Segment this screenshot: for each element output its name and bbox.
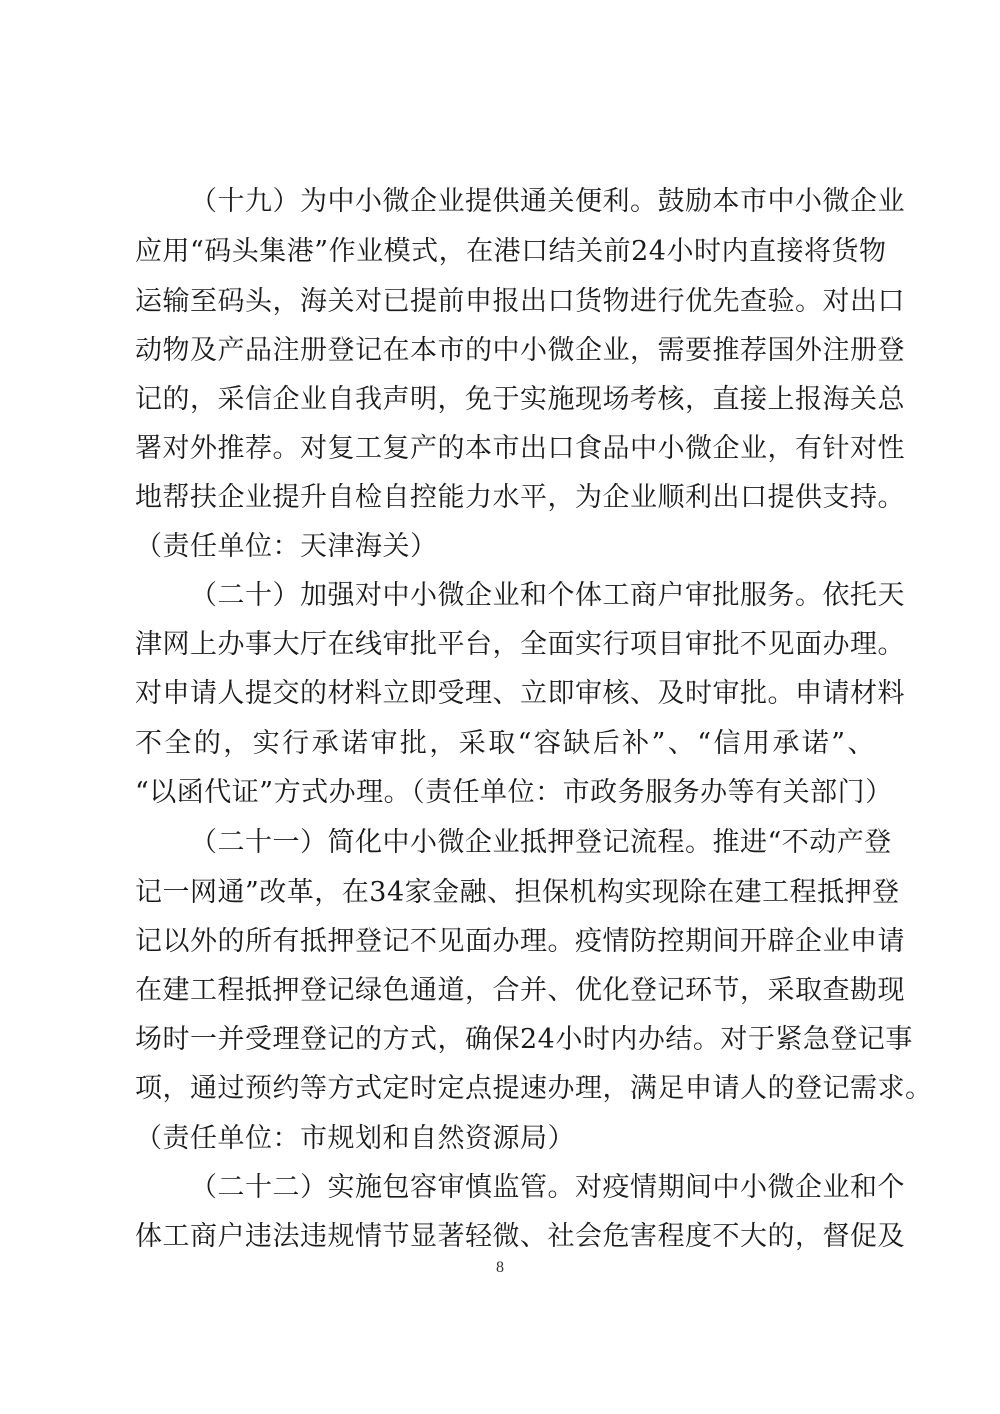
paragraph-20-line-1: （二十）加强对中小微企业和个体工商户审批服务。依托天 xyxy=(190,580,905,611)
paragraph-20-line-3: 对申请人提交的材料立即受理、立即审核、及时审批。申请材料 xyxy=(135,678,905,709)
paragraph-21-line-4: 在建工程抵押登记绿色通道，合并、优化登记环节，采取查勘现 xyxy=(135,975,905,1006)
paragraph-19-responsible-unit: （责任单位：天津海关） xyxy=(135,531,438,562)
paragraph-20-line-2: 津网上办事大厅在线审批平台，全面实行项目审批不见面办理。 xyxy=(135,629,905,660)
paragraph-22-line-1: （二十二）实施包容审慎监管。对疫情期间中小微企业和个 xyxy=(190,1172,905,1203)
paragraph-21-line-1: （二十一）简化中小微企业抵押登记流程。推进“不动产登 xyxy=(190,827,892,858)
paragraph-21-line-6: 项，通过预约等方式定时定点提速办理，满足申请人的登记需求。 xyxy=(135,1073,933,1104)
paragraph-21-line-2: 记一网通”改革，在34家金融、担保机构实现除在建工程抵押登 xyxy=(135,877,900,908)
paragraph-21-line-3: 记以外的所有抵押登记不见面办理。疫情防控期间开辟企业申请 xyxy=(135,926,905,957)
paragraph-22-line-2: 体工商户违法违规情节显著轻微、社会危害程度不大的，督促及 xyxy=(135,1221,905,1252)
paragraph-21-responsible-unit: （责任单位：市规划和自然资源局） xyxy=(135,1123,575,1154)
paragraph-19-line-4: 动物及产品注册登记在本市的中小微企业，需要推荐国外注册登 xyxy=(135,335,905,366)
paragraph-19-line-5: 记的，采信企业自我声明，免于实施现场考核，直接上报海关总 xyxy=(135,384,905,415)
paragraph-19-line-1: （十九）为中小微企业提供通关便利。鼓励本市中小微企业 xyxy=(190,186,905,217)
paragraph-19-line-6: 署对外推荐。对复工复产的本市出口食品中小微企业，有针对性 xyxy=(135,433,905,464)
paragraph-21-line-5: 场时一并受理登记的方式，确保24小时内办结。对于紧急登记事 xyxy=(135,1024,913,1055)
paragraph-19-line-7: 地帮扶企业提升自检自控能力水平，为企业顺利出口提供支持。 xyxy=(135,482,905,513)
paragraph-19-line-2: 应用“码头集港”作业模式，在港口结关前24小时内直接将货物 xyxy=(135,236,887,267)
paragraph-19-line-3: 运输至码头，海关对已提前申报出口货物进行优先查验。对出口 xyxy=(135,286,905,317)
paragraph-20-line-4: 不全的，实行承诺审批，采取“容缺后补”、“信用承诺”、 xyxy=(135,728,875,759)
paragraph-20-line-5: “以函代证”方式办理。（责任单位：市政务服务办等有关部门） xyxy=(135,777,893,808)
page-number: 8 xyxy=(496,1259,504,1276)
